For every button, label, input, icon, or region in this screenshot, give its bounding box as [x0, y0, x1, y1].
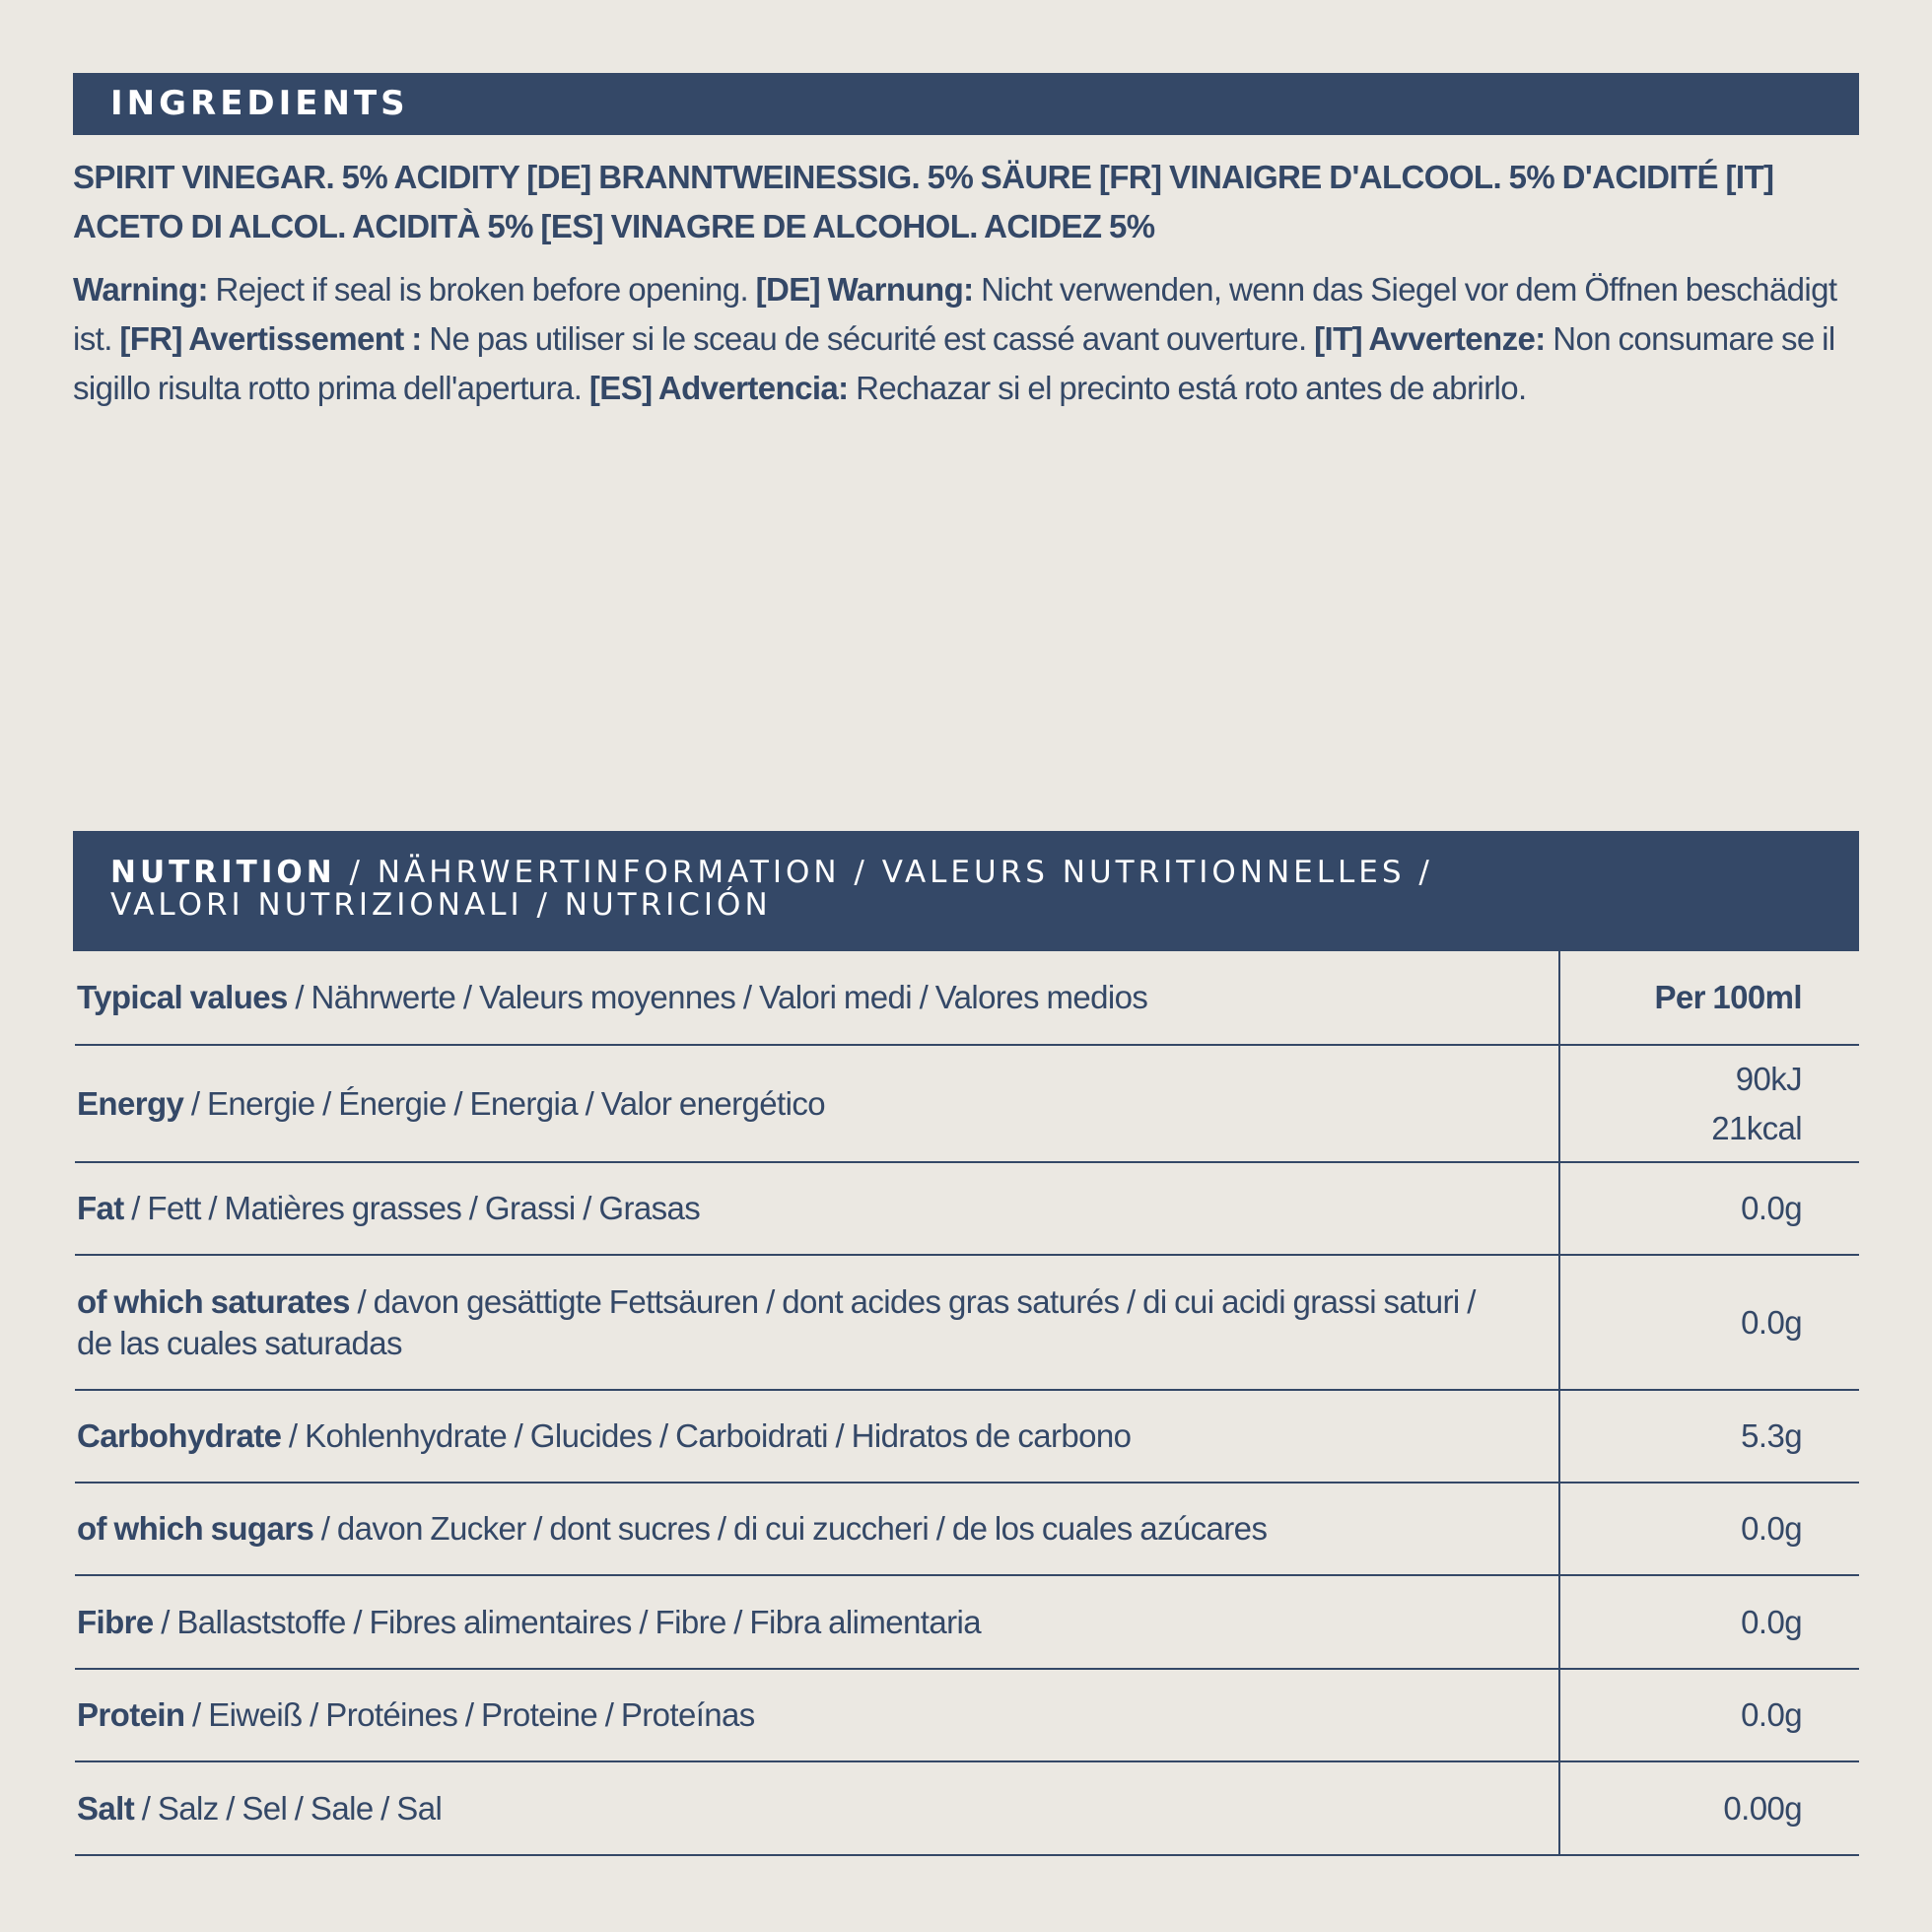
protein-label	[75, 1669, 1559, 1761]
per-100ml-text: Per 100ml	[1654, 979, 1802, 1015]
protein-strong: Protein	[77, 1696, 185, 1733]
ingredients-heading-band	[73, 73, 1859, 135]
warning-label-de: [DE] Warnung:	[755, 271, 974, 308]
sugars-value: 0.0g	[1559, 1483, 1859, 1575]
fibre-strong: Fibre	[77, 1603, 154, 1640]
table-row-sugars	[75, 1483, 1859, 1575]
saturates-rest-1: / davon gesättigte Fettsäuren / dont acides gras saturés / di cui acidi grassi saturi /	[349, 1282, 1476, 1320]
warning-label-fr: [FR] Avertissement :	[119, 320, 422, 357]
table-row-fat	[75, 1162, 1859, 1255]
sugars-rest: / davon Zucker / dont sucres / di cui zuccheri / de los cuales azúcares	[313, 1510, 1268, 1547]
energy-strong: Energy	[77, 1084, 184, 1122]
energy-label	[75, 1045, 1559, 1162]
energy-kcal: 21kcal	[1711, 1109, 1802, 1146]
ingredients-heading: INGREDIENTS	[110, 84, 409, 123]
table-row-carbohydrate	[75, 1390, 1859, 1483]
energy-kj: 90kJ	[1735, 1060, 1802, 1097]
typical-values-label	[75, 951, 1559, 1045]
saturates-line-1	[77, 1281, 1499, 1323]
warning-label-it: [IT] Avvertenze:	[1314, 320, 1546, 357]
warning-text-it: Non consumare se il sigillo risulta rotto prima dell'apertura.	[73, 320, 1835, 406]
warning-text-en: Reject if seal is broken before opening.	[207, 271, 756, 308]
carbohydrate-value: 5.3g	[1559, 1390, 1859, 1483]
fat-value: 0.0g	[1559, 1162, 1859, 1255]
energy-rest: / Energie / Énergie / Energia / Valor energético	[183, 1084, 825, 1122]
sugars-label	[75, 1483, 1559, 1575]
saturates-rest-2: de las cuales saturadas	[77, 1324, 402, 1361]
fat-label	[75, 1162, 1559, 1255]
warning-text-de: Nicht verwenden, wenn das Siegel vor dem Öffnen beschädigt ist.	[73, 271, 1837, 357]
protein-value: 0.0g	[1559, 1669, 1859, 1761]
warning-text-fr: Ne pas utiliser si le sceau de sécurité est cassé avant ouverture.	[421, 320, 1315, 357]
fat-strong: Fat	[77, 1190, 124, 1226]
nutrition-heading-strong: NUTRITION	[110, 855, 336, 890]
salt-strong: Salt	[77, 1789, 135, 1827]
salt-value: 0.00g	[1559, 1761, 1859, 1855]
nutrition-heading-band	[73, 831, 1859, 951]
table-row-fibre	[75, 1575, 1859, 1669]
salt-rest: / Salz / Sel / Sale / Sal	[134, 1789, 443, 1827]
typical-values-rest: / Nährwerte / Valeurs moyennes / Valori medi / Valores medios	[287, 979, 1148, 1015]
per-100ml-header	[1559, 951, 1859, 1045]
typical-values-strong: Typical values	[77, 979, 288, 1015]
saturates-label	[75, 1255, 1559, 1390]
table-row-saturates	[75, 1255, 1859, 1390]
saturates-strong: of which saturates	[77, 1282, 350, 1320]
warning-text-es: Rechazar si el precinto está roto antes de abrirlo.	[848, 370, 1527, 406]
carbohydrate-strong: Carbohydrate	[77, 1417, 282, 1454]
table-row-salt	[75, 1761, 1859, 1855]
protein-rest: / Eiweiß / Protéines / Proteine / Proteínas	[184, 1696, 755, 1733]
nutrition-table	[75, 951, 1859, 1856]
nutrition-heading-line-2: VALORI NUTRIZIONALI / NUTRICIÓN	[110, 887, 772, 923]
fibre-value: 0.0g	[1559, 1575, 1859, 1669]
warning-text	[73, 265, 1859, 413]
table-row-header	[75, 951, 1859, 1045]
label-page	[73, 73, 1859, 1827]
carbohydrate-rest: / Kohlenhydrate / Glucides / Carboidrati / Hidratos de carbono	[281, 1417, 1132, 1454]
sugars-strong: of which sugars	[77, 1510, 314, 1547]
energy-value	[1559, 1045, 1859, 1162]
salt-label	[75, 1761, 1559, 1855]
fibre-label	[75, 1575, 1559, 1669]
nutrition-heading-rest-1: / NÄHRWERTINFORMATION / VALEURS NUTRITIONNELLES /	[335, 855, 1433, 890]
carbohydrate-label	[75, 1390, 1559, 1483]
fibre-rest: / Ballaststoffe / Fibres alimentaires / Fibre / Fibra alimentaria	[153, 1603, 981, 1640]
table-row-energy	[75, 1045, 1859, 1162]
table-row-protein	[75, 1669, 1859, 1761]
nutrition-heading-line-1	[110, 857, 1859, 889]
saturates-value: 0.0g	[1559, 1255, 1859, 1390]
warning-label-en: Warning:	[73, 271, 208, 308]
ingredients-text: SPIRIT VINEGAR. 5% ACIDITY [DE] BRANNTWEINESSIG. 5% SÄURE [FR] VINAIGRE D'ALCOOL. 5% D'ACIDITÉ [IT] ACETO DI ALCOL. ACIDITÀ 5% [ES] VINAGRE DE ALCOHOL. ACIDEZ 5%	[73, 159, 1774, 244]
warning-label-es: [ES] Advertencia:	[588, 370, 849, 406]
fat-rest: / Fett / Matières grasses / Grassi / Grasas	[123, 1190, 701, 1226]
